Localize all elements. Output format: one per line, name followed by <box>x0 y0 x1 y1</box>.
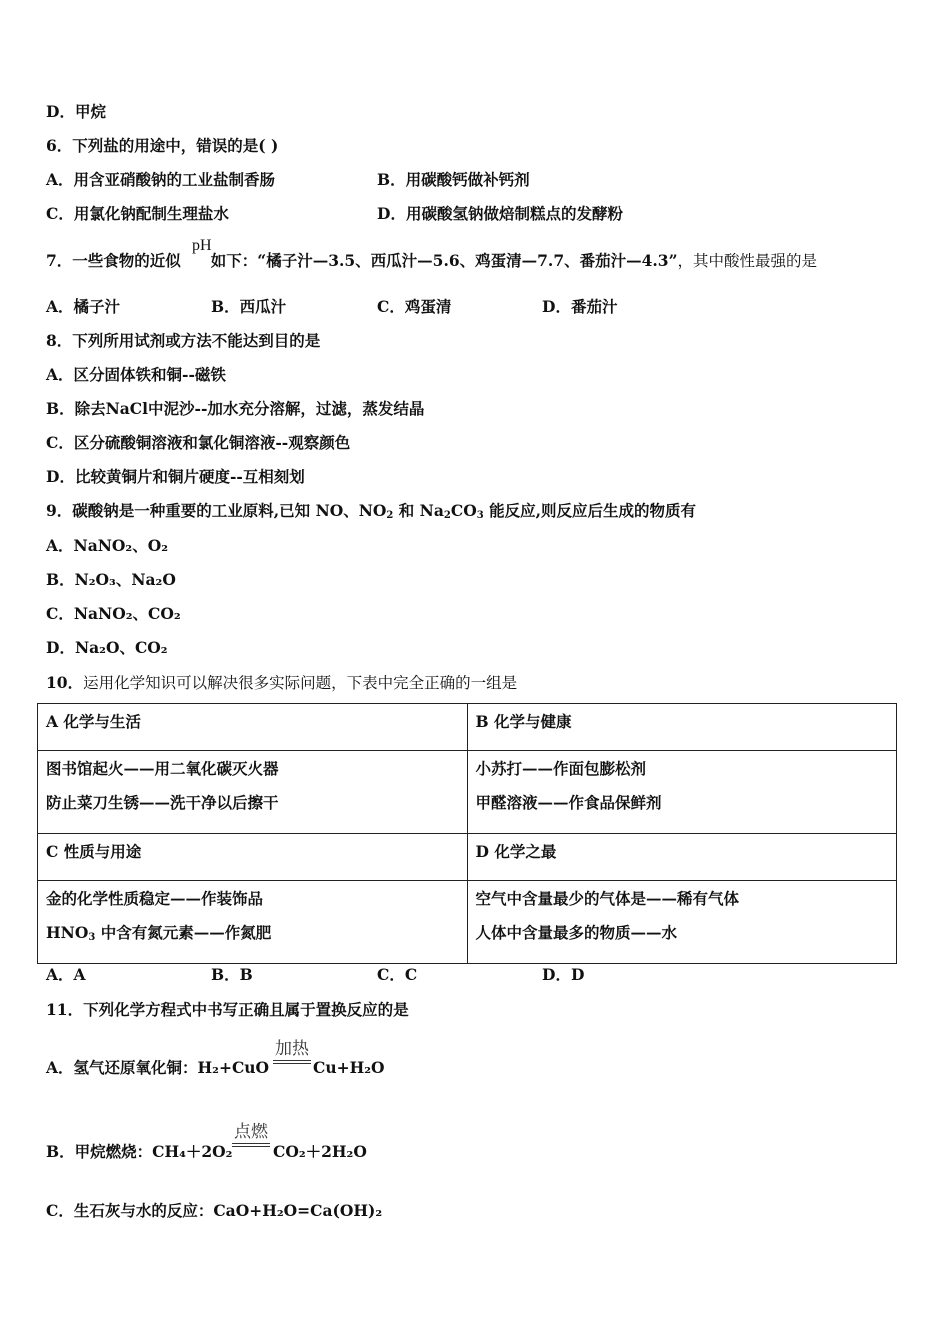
q8-option-c: C．区分硫酸铜溶液和氯化铜溶液--观察颜色 <box>46 433 351 452</box>
q10-c-line2-formula: HNO <box>46 923 89 942</box>
q9-stem-sub3: 3 <box>476 510 484 521</box>
q8-stem: 8．下列所用试剂或方法不能达到目的是 <box>46 331 321 350</box>
q10-c-line2 <box>46 923 459 948</box>
q10-b-line2: 甲醛溶液——作食品保鲜剂 <box>475 793 662 812</box>
q9-stem <box>46 501 696 526</box>
q8-option-b: B．除去NaCl中泥沙--加水充分溶解，过滤，蒸发结晶 <box>46 399 425 418</box>
q11-option-b <box>46 1142 232 1162</box>
q8-option-a: A．区分固体铁和铜--磁铁 <box>46 365 226 384</box>
q11-a-condition <box>273 1034 311 1064</box>
q10-cell-c-body <box>38 881 468 964</box>
q10-stem-text: 运用化学知识可以解决很多实际问题，下表中完全正确的一组是 <box>83 674 518 692</box>
q11-b-condition-bar <box>232 1143 270 1144</box>
q10-cell-d-head: D 化学之最 <box>467 834 897 881</box>
q11-option-a <box>46 1058 269 1078</box>
q7-ph-label: pH <box>192 237 212 254</box>
q7-stem-mid: 如下：“橘子汁—3.5、西瓜汁—5.6、鸡蛋清—7.7、番茄汁—4.3” <box>210 251 678 270</box>
q5-option-d: D．甲烷 <box>46 102 106 121</box>
q7-stem-pre: 7．一些食物的近似 <box>46 251 181 270</box>
q9-option-b: B．N₂O₃、Na₂O <box>46 570 176 589</box>
q10-c-line1: 金的化学性质稳定——作装饰品 <box>46 889 264 908</box>
q6-option-b: B．用碳酸钙做补钙剂 <box>377 170 530 189</box>
q6-option-a: A．用含亚硝酸钠的工业盐制香肠 <box>46 170 276 189</box>
q9-stem-part3: CO <box>450 501 477 520</box>
q9-option-a: A．NaNO₂、O₂ <box>46 536 168 555</box>
q11-a-label: A．氢气还原氧化铜： <box>46 1058 198 1077</box>
q11-b-label: B．甲烷燃烧： <box>46 1142 153 1161</box>
q10-option-a: A．A <box>46 965 86 984</box>
q7-option-a: A．橘子汁 <box>46 297 121 316</box>
q9-option-d: D．Na₂O、CO₂ <box>46 638 168 657</box>
q10-c-line2-text: 中含有氮元素——作氮肥 <box>95 923 272 942</box>
q11-b-condition <box>232 1117 270 1147</box>
q11-b-reactants: CH₄＋2O₂ <box>152 1142 233 1161</box>
q10-table <box>37 703 897 964</box>
q6-stem: 6．下列盐的用途中，错误的是( ) <box>46 136 279 155</box>
q11-a-products: Cu+H₂O <box>313 1058 385 1077</box>
q9-option-c: C．NaNO₂、CO₂ <box>46 604 181 623</box>
q11-b-condition-bar-lower <box>232 1146 270 1147</box>
q9-stem-part2: 和 Na <box>393 501 444 520</box>
q9-stem-sub1: 2 <box>386 510 394 521</box>
q7-stem-post: ，其中酸性最强的是 <box>677 252 818 270</box>
q6-option-d: D．用碳酸氢钠做焙制糕点的发酵粉 <box>377 204 623 223</box>
q7-option-d: D．番茄汁 <box>542 297 618 316</box>
q10-a-line1: 图书馆起火——用二氧化碳灭火器 <box>46 759 279 778</box>
q11-a-condition-bar <box>273 1060 311 1061</box>
q7-option-c: C．鸡蛋清 <box>377 297 452 316</box>
q10-cell-a-body <box>38 751 468 834</box>
q10-number: 10． <box>46 673 84 692</box>
q9-stem-part4: 能反应,则反应后生成的物质有 <box>483 501 696 520</box>
q10-cell-b-body <box>467 751 897 834</box>
q10-d-line1: 空气中含量最少的气体是——稀有气体 <box>475 889 740 908</box>
q8-option-d: D．比较黄铜片和铜片硬度--互相刻划 <box>46 467 305 486</box>
q10-a-line2: 防止菜刀生锈——洗干净以后擦干 <box>46 793 279 812</box>
q10-option-d: D．D <box>542 965 585 984</box>
q10-d-line2: 人体中含量最多的物质——水 <box>475 923 678 942</box>
q11-a-reactants: H₂+CuO <box>197 1058 270 1077</box>
q11-b-condition-text: 点燃 <box>234 1122 268 1141</box>
q10-cell-a-head: A 化学与生活 <box>38 704 468 751</box>
q10-cell-b-head: B 化学与健康 <box>467 704 897 751</box>
q11-option-c: C．生石灰与水的反应：CaO+H₂O=Ca(OH)₂ <box>46 1201 383 1220</box>
q10-cell-d-body <box>467 881 897 964</box>
q7-option-b: B．西瓜汁 <box>211 297 287 316</box>
q11-b-products: CO₂＋2H₂O <box>273 1142 367 1161</box>
q9-stem-sub2: 2 <box>443 510 451 521</box>
q11-stem: 11．下列化学方程式中书写正确且属于置换反应的是 <box>46 1000 409 1019</box>
q6-option-c: C．用氯化钠配制生理盐水 <box>46 204 229 223</box>
q11-a-condition-text: 加热 <box>275 1039 309 1058</box>
q10-b-line1: 小苏打——作面包膨松剂 <box>475 759 647 778</box>
q10-option-c: C．C <box>377 965 418 984</box>
q9-stem-part1: 9．碳酸钠是一种重要的工业原料,已知 NO、NO <box>46 501 387 520</box>
q10-stem <box>46 673 517 693</box>
q7-stem <box>46 251 817 271</box>
q10-option-b: B．B <box>211 965 253 984</box>
q11-a-condition-bar-lower <box>273 1063 311 1064</box>
q10-cell-c-head: C 性质与用途 <box>38 834 468 881</box>
q10-c-line2-sub: 3 <box>88 932 96 943</box>
